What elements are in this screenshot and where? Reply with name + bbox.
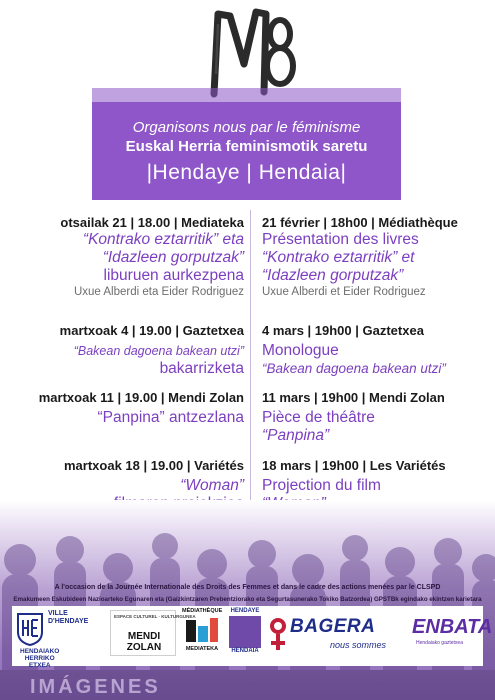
event-fr-4-line-1: Projection du film: [262, 477, 381, 494]
event-fr-1-line-3: “Idazleen gorputzak”: [262, 267, 404, 284]
mendi-zolan-small: ESPACE CULTUREL · KULTURGUNEA: [114, 614, 196, 619]
hendaye-bottom: HENDAIA: [231, 648, 259, 654]
feminist-symbol-icon: [268, 616, 288, 654]
event-fr-2-line-1: Monologue: [262, 342, 339, 359]
credits-eu: Emakumeen Eskubideen Nazioarteko Egunaren eta (Gaizkintzaren Prebentziorako eta Segurtasunerako Tokiko Batzordea) GPSTBk egindako ekintzen karietara: [13, 596, 482, 603]
event-eu-1-line-3: liburuen aurkezpena: [103, 267, 244, 284]
event-eu-3-line-1: “Panpina” antzezlana: [97, 409, 244, 426]
tagline-eu: Euskal Herria feminismotik saretu: [125, 138, 368, 155]
partner-logos-strip: [12, 606, 493, 669]
event-eu-3-head: martxoak 11 | 19.00 | Mendi Zolan: [38, 390, 244, 405]
hendaye-square-icon: [229, 616, 261, 648]
bottom-banner: [0, 674, 495, 700]
event-eu-1: [14, 214, 244, 300]
event-eu-4-line-1: “Woman”: [180, 477, 244, 494]
mediatheque-bottom: MEDIATEKA: [185, 646, 219, 652]
event-eu-4-head: martxoak 18 | 19.00 | Variétés: [63, 458, 244, 473]
event-fr-3-line-1: Pièce de théâtre: [262, 409, 375, 426]
event-eu-1-line-2: “Idazleen gorputzak”: [102, 249, 244, 266]
hendaye-crest-icon: [16, 612, 44, 646]
event-eu-1-author: Uxue Alberdi eta Eider Rodriguez: [73, 286, 244, 298]
herriko-etxea-logo: [20, 648, 59, 669]
tagline-fr: Organisons nous par le féminisme: [132, 119, 361, 136]
mendi-zolan-logo: [110, 610, 196, 656]
m8-logo: [200, 4, 300, 99]
event-fr-1-line-1: Présentation des livres: [262, 231, 419, 248]
mendi-zolan-name: MENDI ZOLAN: [126, 631, 162, 653]
ville-line5: ETXEA: [28, 662, 51, 669]
event-eu-2-line-2: bakarrizketa: [159, 360, 244, 377]
event-fr-1-line-2: “Kontrako eztarritik” et: [262, 249, 415, 266]
event-fr-4-head: 18 mars | 19h00 | Les Variétés: [262, 458, 446, 473]
enbata-logo: ENBATA: [412, 616, 493, 638]
event-eu-2-head: martxoak 4 | 19.00 | Gaztetxea: [59, 323, 244, 338]
enbata-subtitle: Hendaiako gaztetxea: [416, 640, 463, 646]
event-fr-1-author: Uxue Alberdi et Eider Rodriguez: [262, 286, 426, 298]
ville-line4: HERRIKO: [24, 655, 55, 662]
event-eu-1-head: otsailak 21 | 18.00 | Mediateka: [60, 215, 244, 230]
event-fr-3-line-2: “Panpina”: [262, 427, 330, 444]
event-eu-2: [14, 322, 244, 378]
mediatheque-logo: [182, 608, 222, 660]
column-divider: [250, 210, 251, 510]
credits-fr: A l'occasion de la Journée Internationale des Droits des Femmes et dans le cadre des actions menées par le CLSPD: [54, 584, 441, 591]
mediatheque-mark-icon: [182, 616, 222, 646]
bagera-logo: BAGERA: [290, 616, 376, 637]
event-fr-1: [262, 214, 492, 300]
hendaye-top: HENDAYE: [230, 608, 260, 614]
hendaye-logo: [226, 608, 264, 660]
ville-line2: D'HENDAYE: [48, 618, 89, 625]
city-name: |Hendaye | Hendaia|: [146, 161, 347, 184]
mediatheque-top: MÉDIATHÈQUE: [182, 608, 223, 614]
event-fr-3-head: 11 mars | 19h00 | Mendi Zolan: [262, 390, 445, 405]
ville-line3: HENDAIAKO: [20, 648, 60, 655]
bottom-banner-text: IMÁGENES: [30, 676, 161, 698]
event-fr-2-head: 4 mars | 19h00 | Gaztetxea: [262, 323, 424, 338]
bagera-subtitle: nous sommes: [330, 640, 387, 650]
event-eu-1-line-1: “Kontrako eztarritik” eta: [82, 231, 244, 248]
event-eu-2-line-1: “Bakean dagoena bakean utzi”: [73, 344, 244, 358]
event-fr-2: [262, 322, 492, 378]
event-fr-2-line-2: “Bakean dagoena bakean utzi”: [262, 361, 446, 376]
ville-line1: VILLE: [48, 610, 68, 617]
ville-hendaye-logo: [48, 610, 88, 626]
event-fr-3: [262, 389, 492, 445]
event-fr-1-head: 21 février | 18h00 | Médiathèque: [262, 215, 458, 230]
event-eu-3: [14, 389, 244, 427]
